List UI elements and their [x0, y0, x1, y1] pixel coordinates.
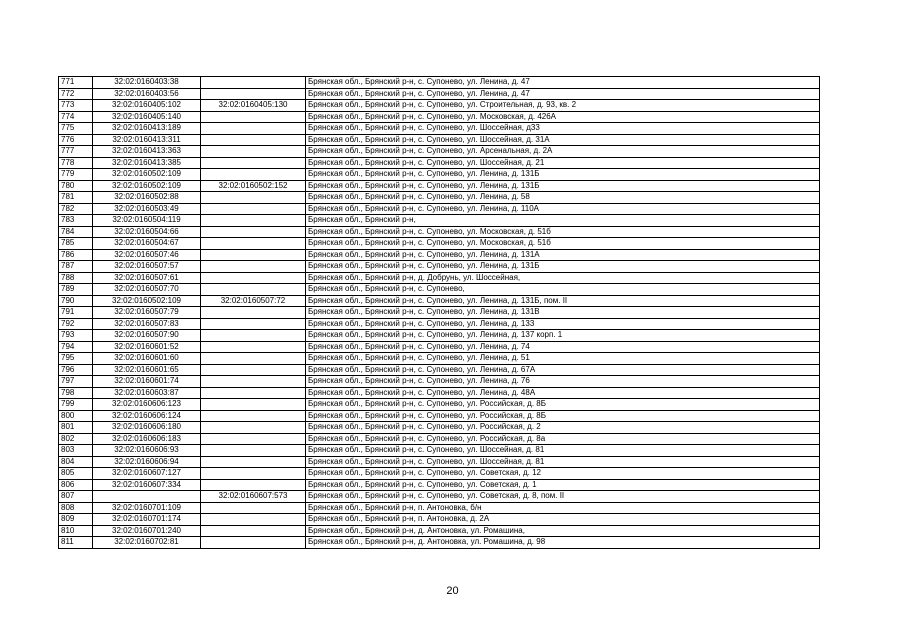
address-cell: Брянская обл., Брянский р-н, п. Антоновка, б/н — [306, 502, 820, 514]
table-row — [59, 330, 820, 342]
cadastral-number-cell: 32:02:0160701:109 — [93, 502, 201, 514]
row-number-cell: 801 — [59, 422, 93, 434]
row-number-cell: 779 — [59, 169, 93, 181]
related-cadastral-number-cell — [201, 318, 306, 330]
cadastral-number-cell: 32:02:0160502:88 — [93, 192, 201, 204]
cadastral-number-cell: 32:02:0160507:83 — [93, 318, 201, 330]
table-row — [59, 215, 820, 227]
address-cell: Брянская обл., Брянский р-н, с. Супонево, ул. Ленина, д. 131А — [306, 249, 820, 261]
cadastral-number-cell: 32:02:0160606:124 — [93, 410, 201, 422]
address-cell: Брянская обл., Брянский р-н, с. Супонево, ул. Ленина, д. 58 — [306, 192, 820, 204]
table-row — [59, 88, 820, 100]
address-cell: Брянская обл., Брянский р-н, с. Супонево, ул. Ленина, д. 110А — [306, 203, 820, 215]
registry-table-body — [59, 77, 820, 549]
cadastral-number-cell: 32:02:0160403:38 — [93, 77, 201, 89]
row-number-cell: 774 — [59, 111, 93, 123]
address-cell: Брянская обл., Брянский р-н, с. Супонево, ул. Российская, д. 2 — [306, 422, 820, 434]
row-number-cell: 796 — [59, 364, 93, 376]
related-cadastral-number-cell — [201, 123, 306, 135]
row-number-cell: 805 — [59, 468, 93, 480]
table-row — [59, 77, 820, 89]
cadastral-number-cell: 32:02:0160413:189 — [93, 123, 201, 135]
cadastral-number-cell: 32:02:0160601:60 — [93, 353, 201, 365]
related-cadastral-number-cell — [201, 238, 306, 250]
address-cell: Брянская обл., Брянский р-н, с. Супонево, ул. Строительная, д. 93, кв. 2 — [306, 100, 820, 112]
address-cell: Брянская обл., Брянский р-н, с. Супонево, ул. Ленина, д. 131Б — [306, 261, 820, 273]
address-cell: Брянская обл., Брянский р-н, с. Супонево, ул. Ленина, д. 131Б, пом. II — [306, 295, 820, 307]
row-number-cell: 781 — [59, 192, 93, 204]
table-row — [59, 284, 820, 296]
related-cadastral-number-cell — [201, 353, 306, 365]
table-row — [59, 169, 820, 181]
row-number-cell: 783 — [59, 215, 93, 227]
row-number-cell: 797 — [59, 376, 93, 388]
cadastral-number-cell: 32:02:0160607:127 — [93, 468, 201, 480]
related-cadastral-number-cell — [201, 364, 306, 376]
row-number-cell: 776 — [59, 134, 93, 146]
cadastral-number-cell: 32:02:0160606:183 — [93, 433, 201, 445]
row-number-cell: 789 — [59, 284, 93, 296]
row-number-cell: 784 — [59, 226, 93, 238]
cadastral-number-cell: 32:02:0160507:90 — [93, 330, 201, 342]
related-cadastral-number-cell — [201, 376, 306, 388]
row-number-cell: 791 — [59, 307, 93, 319]
cadastral-number-cell: 32:02:0160507:70 — [93, 284, 201, 296]
related-cadastral-number-cell — [201, 284, 306, 296]
row-number-cell: 798 — [59, 387, 93, 399]
address-cell: Брянская обл., Брянский р-н, д. Антоновка, ул. Ромашина, д. 98 — [306, 537, 820, 549]
table-row — [59, 445, 820, 457]
cadastral-number-cell: 32:02:0160607:334 — [93, 479, 201, 491]
related-cadastral-number-cell: 32:02:0160607:573 — [201, 491, 306, 503]
row-number-cell: 799 — [59, 399, 93, 411]
related-cadastral-number-cell — [201, 456, 306, 468]
cadastral-number-cell: 32:02:0160606:94 — [93, 456, 201, 468]
related-cadastral-number-cell — [201, 226, 306, 238]
related-cadastral-number-cell — [201, 77, 306, 89]
cadastral-number-cell: 32:02:0160504:67 — [93, 238, 201, 250]
table-row — [59, 514, 820, 526]
table-row — [59, 364, 820, 376]
address-cell: Брянская обл., Брянский р-н, с. Супонево, ул. Ленина, д. 137 корп. 1 — [306, 330, 820, 342]
address-cell: Брянская обл., Брянский р-н, с. Супонево, ул. Российская, д. 8а — [306, 433, 820, 445]
row-number-cell: 807 — [59, 491, 93, 503]
table-row — [59, 376, 820, 388]
address-cell: Брянская обл., Брянский р-н, с. Супонево, ул. Ленина, д. 133 — [306, 318, 820, 330]
related-cadastral-number-cell — [201, 445, 306, 457]
cadastral-number-cell: 32:02:0160701:174 — [93, 514, 201, 526]
address-cell: Брянская обл., Брянский р-н, с. Супонево, ул. Российская, д. 8Б — [306, 410, 820, 422]
table-row — [59, 353, 820, 365]
address-cell: Брянская обл., Брянский р-н, с. Супонево, ул. Ленина, д. 131Б — [306, 169, 820, 181]
cadastral-number-cell: 32:02:0160413:385 — [93, 157, 201, 169]
cadastral-number-cell: 32:02:0160502:109 — [93, 169, 201, 181]
row-number-cell: 806 — [59, 479, 93, 491]
related-cadastral-number-cell — [201, 134, 306, 146]
cadastral-number-cell — [93, 491, 201, 503]
table-row — [59, 123, 820, 135]
table-row — [59, 180, 820, 192]
cadastral-number-cell: 32:02:0160603:87 — [93, 387, 201, 399]
related-cadastral-number-cell: 32:02:0160405:130 — [201, 100, 306, 112]
cadastral-number-cell: 32:02:0160504:119 — [93, 215, 201, 227]
registry-table — [58, 76, 820, 549]
address-cell: Брянская обл., Брянский р-н, с. Супонево, ул. Ленина, д. 76 — [306, 376, 820, 388]
address-cell: Брянская обл., Брянский р-н, с. Супонево, ул. Арсенальная, д. 2А — [306, 146, 820, 158]
related-cadastral-number-cell — [201, 468, 306, 480]
related-cadastral-number-cell — [201, 479, 306, 491]
related-cadastral-number-cell — [201, 88, 306, 100]
table-row — [59, 422, 820, 434]
table-row — [59, 146, 820, 158]
related-cadastral-number-cell: 32:02:0160507:72 — [201, 295, 306, 307]
address-cell: Брянская обл., Брянский р-н, с. Супонево, ул. Ленина, д. 67А — [306, 364, 820, 376]
related-cadastral-number-cell — [201, 157, 306, 169]
table-row — [59, 134, 820, 146]
related-cadastral-number-cell — [201, 215, 306, 227]
related-cadastral-number-cell — [201, 410, 306, 422]
related-cadastral-number-cell — [201, 307, 306, 319]
row-number-cell: 802 — [59, 433, 93, 445]
row-number-cell: 778 — [59, 157, 93, 169]
related-cadastral-number-cell — [201, 330, 306, 342]
related-cadastral-number-cell — [201, 169, 306, 181]
table-row — [59, 491, 820, 503]
address-cell: Брянская обл., Брянский р-н, п. Антоновка, д. 2А — [306, 514, 820, 526]
address-cell: Брянская обл., Брянский р-н, с. Супонево, ул. Российская, д. 8Б — [306, 399, 820, 411]
page-number: 20 — [446, 585, 459, 597]
address-cell: Брянская обл., Брянский р-н, с. Супонево, ул. Шоссейная, д. 21 — [306, 157, 820, 169]
row-number-cell: 804 — [59, 456, 93, 468]
related-cadastral-number-cell — [201, 387, 306, 399]
cadastral-number-cell: 32:02:0160403:56 — [93, 88, 201, 100]
table-row — [59, 479, 820, 491]
row-number-cell: 780 — [59, 180, 93, 192]
related-cadastral-number-cell — [201, 261, 306, 273]
row-number-cell: 788 — [59, 272, 93, 284]
table-row — [59, 387, 820, 399]
row-number-cell: 811 — [59, 537, 93, 549]
cadastral-number-cell: 32:02:0160507:46 — [93, 249, 201, 261]
table-row — [59, 433, 820, 445]
cadastral-number-cell: 32:02:0160606:93 — [93, 445, 201, 457]
address-cell: Брянская обл., Брянский р-н, д. Добрунь, ул. Шоссейная, — [306, 272, 820, 284]
cadastral-number-cell: 32:02:0160503:49 — [93, 203, 201, 215]
table-row — [59, 456, 820, 468]
row-number-cell: 794 — [59, 341, 93, 353]
row-number-cell: 793 — [59, 330, 93, 342]
related-cadastral-number-cell — [201, 514, 306, 526]
address-cell: Брянская обл., Брянский р-н, с. Супонево, ул. Ленина, д. 51 — [306, 353, 820, 365]
related-cadastral-number-cell — [201, 111, 306, 123]
table-row — [59, 249, 820, 261]
table-row — [59, 272, 820, 284]
related-cadastral-number-cell — [201, 203, 306, 215]
cadastral-number-cell: 32:02:0160606:123 — [93, 399, 201, 411]
related-cadastral-number-cell — [201, 525, 306, 537]
row-number-cell: 795 — [59, 353, 93, 365]
cadastral-number-cell: 32:02:0160702:81 — [93, 537, 201, 549]
cadastral-number-cell: 32:02:0160601:74 — [93, 376, 201, 388]
table-row — [59, 157, 820, 169]
address-cell: Брянская обл., Брянский р-н, с. Супонево, ул. Ленина, д. 131Б — [306, 180, 820, 192]
related-cadastral-number-cell — [201, 433, 306, 445]
address-cell: Брянская обл., Брянский р-н, с. Супонево, ул. Шоссейная, д33 — [306, 123, 820, 135]
row-number-cell: 782 — [59, 203, 93, 215]
row-number-cell: 785 — [59, 238, 93, 250]
address-cell: Брянская обл., Брянский р-н, д. Антоновка, ул. Ромашина, — [306, 525, 820, 537]
table-row — [59, 226, 820, 238]
table-row — [59, 111, 820, 123]
related-cadastral-number-cell — [201, 249, 306, 261]
cadastral-number-cell: 32:02:0160413:311 — [93, 134, 201, 146]
table-row — [59, 192, 820, 204]
row-number-cell: 777 — [59, 146, 93, 158]
address-cell: Брянская обл., Брянский р-н, с. Супонево, — [306, 284, 820, 296]
table-row — [59, 238, 820, 250]
table-row — [59, 100, 820, 112]
related-cadastral-number-cell — [201, 537, 306, 549]
related-cadastral-number-cell — [201, 192, 306, 204]
table-row — [59, 525, 820, 537]
address-cell: Брянская обл., Брянский р-н, — [306, 215, 820, 227]
row-number-cell: 775 — [59, 123, 93, 135]
table-row — [59, 537, 820, 549]
table-row — [59, 468, 820, 480]
row-number-cell: 810 — [59, 525, 93, 537]
address-cell: Брянская обл., Брянский р-н, с. Супонево, ул. Советская, д. 12 — [306, 468, 820, 480]
cadastral-number-cell: 32:02:0160504:66 — [93, 226, 201, 238]
table-row — [59, 410, 820, 422]
address-cell: Брянская обл., Брянский р-н, с. Супонево, ул. Московская, д. 426А — [306, 111, 820, 123]
cadastral-number-cell: 32:02:0160502:109 — [93, 295, 201, 307]
related-cadastral-number-cell — [201, 146, 306, 158]
table-row — [59, 203, 820, 215]
row-number-cell: 792 — [59, 318, 93, 330]
related-cadastral-number-cell: 32:02:0160502:152 — [201, 180, 306, 192]
address-cell: Брянская обл., Брянский р-н, с. Супонево, ул. Ленина, д. 47 — [306, 77, 820, 89]
address-cell: Брянская обл., Брянский р-н, с. Супонево, ул. Московская, д. 51б — [306, 238, 820, 250]
row-number-cell: 787 — [59, 261, 93, 273]
cadastral-number-cell: 32:02:0160606:180 — [93, 422, 201, 434]
row-number-cell: 772 — [59, 88, 93, 100]
cadastral-number-cell: 32:02:0160601:65 — [93, 364, 201, 376]
table-row — [59, 399, 820, 411]
related-cadastral-number-cell — [201, 502, 306, 514]
cadastral-number-cell: 32:02:0160413:363 — [93, 146, 201, 158]
related-cadastral-number-cell — [201, 399, 306, 411]
table-row — [59, 341, 820, 353]
cadastral-number-cell: 32:02:0160405:140 — [93, 111, 201, 123]
address-cell: Брянская обл., Брянский р-н, с. Супонево, ул. Шоссейная, д. 31А — [306, 134, 820, 146]
table-row — [59, 502, 820, 514]
cadastral-number-cell: 32:02:0160701:240 — [93, 525, 201, 537]
row-number-cell: 771 — [59, 77, 93, 89]
cadastral-number-cell: 32:02:0160405:102 — [93, 100, 201, 112]
row-number-cell: 800 — [59, 410, 93, 422]
cadastral-number-cell: 32:02:0160507:57 — [93, 261, 201, 273]
address-cell: Брянская обл., Брянский р-н, с. Супонево, ул. Ленина, д. 131В — [306, 307, 820, 319]
address-cell: Брянская обл., Брянский р-н, с. Супонево, ул. Московская, д. 51б — [306, 226, 820, 238]
address-cell: Брянская обл., Брянский р-н, с. Супонево, ул. Советская, д. 1 — [306, 479, 820, 491]
related-cadastral-number-cell — [201, 422, 306, 434]
address-cell: Брянская обл., Брянский р-н, с. Супонево, ул. Ленина, д. 74 — [306, 341, 820, 353]
address-cell: Брянская обл., Брянский р-н, с. Супонево, ул. Ленина, д. 48А — [306, 387, 820, 399]
cadastral-number-cell: 32:02:0160507:61 — [93, 272, 201, 284]
cadastral-number-cell: 32:02:0160601:52 — [93, 341, 201, 353]
address-cell: Брянская обл., Брянский р-н, с. Супонево, ул. Шоссейная, д. 81 — [306, 456, 820, 468]
address-cell: Брянская обл., Брянский р-н, с. Супонево, ул. Шоссейная, д. 81 — [306, 445, 820, 457]
row-number-cell: 808 — [59, 502, 93, 514]
row-number-cell: 809 — [59, 514, 93, 526]
related-cadastral-number-cell — [201, 272, 306, 284]
address-cell: Брянская обл., Брянский р-н, с. Супонево, ул. Советская, д. 8, пом. II — [306, 491, 820, 503]
address-cell: Брянская обл., Брянский р-н, с. Супонево, ул. Ленина, д. 47 — [306, 88, 820, 100]
table-row — [59, 295, 820, 307]
table-row — [59, 318, 820, 330]
table-row — [59, 307, 820, 319]
related-cadastral-number-cell — [201, 341, 306, 353]
row-number-cell: 773 — [59, 100, 93, 112]
row-number-cell: 803 — [59, 445, 93, 457]
cadastral-number-cell: 32:02:0160507:79 — [93, 307, 201, 319]
cadastral-number-cell: 32:02:0160502:109 — [93, 180, 201, 192]
row-number-cell: 786 — [59, 249, 93, 261]
row-number-cell: 790 — [59, 295, 93, 307]
table-row — [59, 261, 820, 273]
